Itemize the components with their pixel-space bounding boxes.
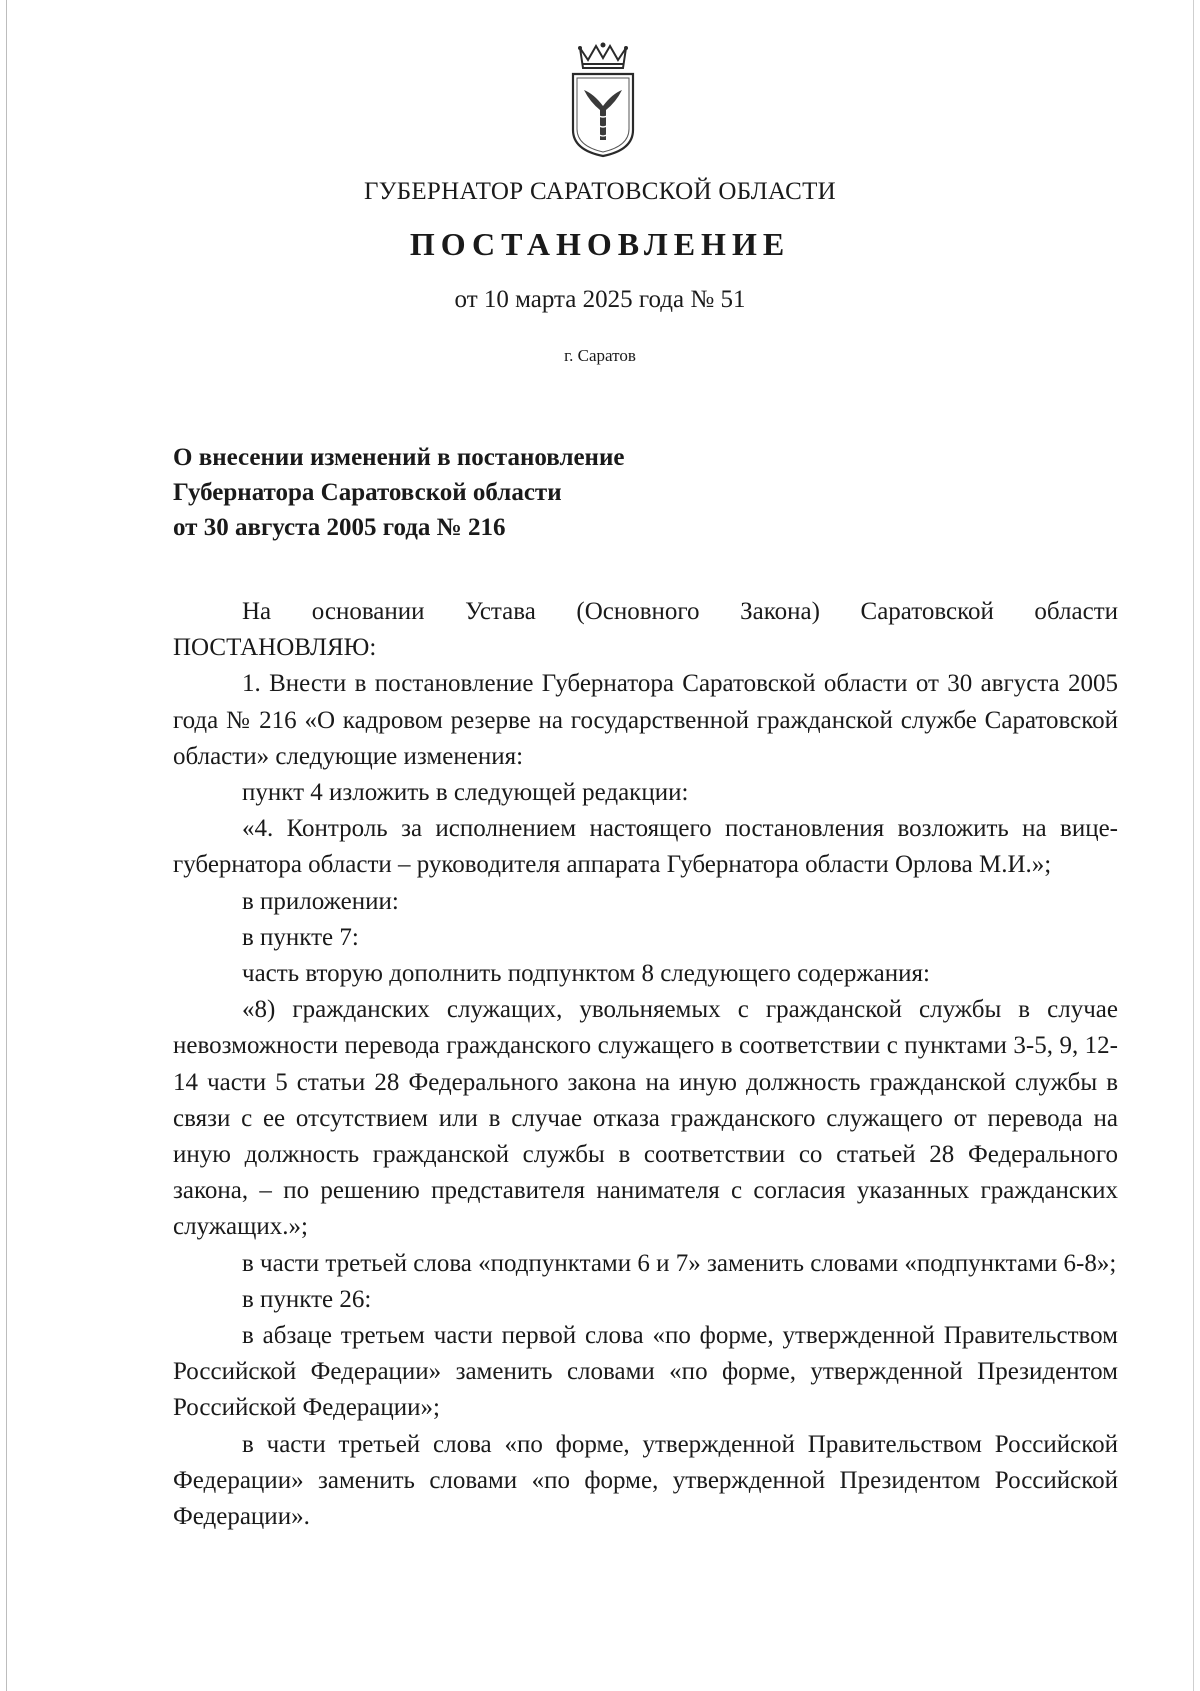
coat-of-arms-icon <box>566 40 640 160</box>
body-paragraph: в части третьей слова «по форме, утвержденной Правительством Российской Федерации» заменить словами «по форме, утвержденной Президентом Российской Федерации». <box>173 1430 1118 1531</box>
body-paragraph: 1. Внести в постановление Губернатора Саратовской области от 30 августа 2005 года № 216 «О кадровом резерве на государственной гражданской службе Саратовской области» следующие изменения: <box>173 670 1118 770</box>
body-paragraph: «4. Контроль за исполнением настоящего постановления возложить на вице-губернатора области – руководителя аппарата Губернатора области Орлова М.И.»; <box>173 815 1118 879</box>
body-paragraph: пункт 4 изложить в следующей редакции: <box>242 779 689 807</box>
body-paragraph: «8) гражданских служащих, увольняемых с гражданской службы в случае невозможности перевода гражданского служащего в соответствии с пунктами 3-5, 9, 12-14 части 5 статьи 28 Федерального закона на иную должность гражданской службы в связи с ее отсутствием или в случае отказа гражданского служащего от перевода на иную должность гражданской службы в соответствии со статьей 28 Федерального закона, – по решению представителя нанимателя с согласия указанных гражданских служащих.»; <box>173 996 1118 1241</box>
subject-line: О внесении изменений в постановление <box>173 444 625 471</box>
body-paragraph: На основании Устава (Основного Закона) Саратовской области ПОСТАНОВЛЯЮ: <box>173 598 1118 662</box>
body-paragraph: в пункте 7: <box>242 923 359 951</box>
document-subject <box>173 440 624 545</box>
document-city: г. Саратов <box>564 346 636 365</box>
document-type-heading: ПОСТАНОВЛЕНИЕ <box>409 226 791 262</box>
body-paragraph: в приложении: <box>242 887 399 915</box>
subject-line: Губернатора Саратовской области <box>173 479 562 506</box>
document-body <box>173 594 1118 1535</box>
body-paragraph: в части третьей слова «подпунктами 6 и 7» заменить словами «подпунктами 6-8»; <box>242 1249 1117 1277</box>
body-paragraph: в абзаце третьем части первой слова «по форме, утвержденной Правительством Российской Федерации» заменить словами «по форме, утвержденной Президентом Российской Федерации»; <box>173 1322 1118 1422</box>
subject-line: от 30 августа 2005 года № 216 <box>173 514 506 541</box>
document-date-number: от 10 марта 2025 года № 51 <box>454 286 746 313</box>
issuing-authority: ГУБЕРНАТОР САРАТОВСКОЙ ОБЛАСТИ <box>363 178 837 205</box>
body-paragraph: в пункте 26: <box>242 1285 372 1313</box>
body-paragraph: часть вторую дополнить подпунктом 8 следующего содержания: <box>242 960 930 988</box>
